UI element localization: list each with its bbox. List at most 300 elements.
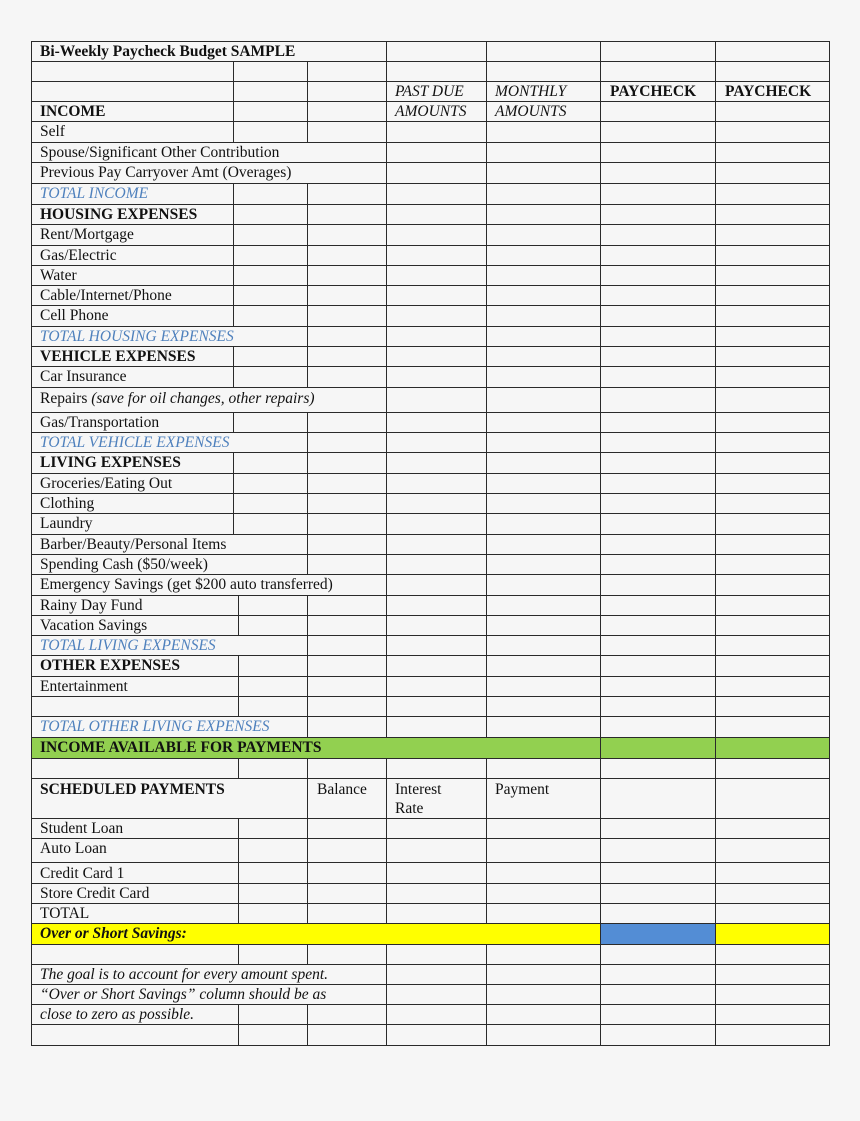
cell[interactable] <box>307 883 386 903</box>
cell[interactable] <box>486 245 600 265</box>
cell[interactable] <box>386 183 486 204</box>
cell[interactable] <box>600 838 715 862</box>
cell[interactable] <box>715 162 830 183</box>
cell[interactable] <box>600 964 715 984</box>
cell[interactable] <box>600 41 715 61</box>
cell[interactable] <box>233 81 307 101</box>
cell[interactable] <box>486 162 600 183</box>
cell[interactable] <box>238 676 307 696</box>
repairs-label: Repairs <box>40 390 88 407</box>
cell[interactable] <box>600 245 715 265</box>
cell[interactable] <box>715 101 830 121</box>
cell[interactable] <box>715 778 830 818</box>
cell[interactable] <box>486 554 600 574</box>
cell[interactable] <box>307 305 386 326</box>
other-heading-row <box>31 655 830 676</box>
cell[interactable] <box>715 326 830 346</box>
note-row <box>31 1004 830 1024</box>
cell[interactable] <box>600 554 715 574</box>
cell[interactable] <box>715 862 830 883</box>
cell[interactable] <box>600 224 715 245</box>
cell[interactable] <box>486 412 600 432</box>
cell[interactable] <box>600 883 715 903</box>
cell[interactable] <box>715 142 830 162</box>
table-row <box>31 615 830 635</box>
cell[interactable] <box>386 655 486 676</box>
table-row <box>31 121 830 142</box>
row-label: Spouse/Significant Other Contribution <box>31 142 386 162</box>
cell[interactable] <box>386 61 486 81</box>
cell[interactable] <box>386 326 486 346</box>
cell[interactable] <box>715 964 830 984</box>
cell[interactable] <box>307 676 386 696</box>
cell[interactable] <box>233 245 307 265</box>
table-row <box>31 574 830 595</box>
cell[interactable] <box>715 387 830 412</box>
cell[interactable] <box>386 41 486 61</box>
cell[interactable] <box>715 61 830 81</box>
header-interest-line2: Rate <box>395 800 424 817</box>
cell[interactable] <box>307 432 386 452</box>
cell[interactable] <box>238 903 307 923</box>
cell[interactable] <box>386 676 486 696</box>
row-label: Entertainment <box>31 676 238 696</box>
cell[interactable] <box>600 615 715 635</box>
cell[interactable] <box>307 346 386 366</box>
cell[interactable] <box>486 534 600 554</box>
cell[interactable] <box>600 944 715 964</box>
section-heading-living: LIVING EXPENSES <box>31 452 233 473</box>
cell[interactable] <box>486 452 600 473</box>
cell[interactable] <box>386 224 486 245</box>
cell[interactable] <box>715 818 830 838</box>
cell[interactable] <box>486 696 600 716</box>
cell[interactable] <box>233 285 307 305</box>
cell[interactable] <box>600 183 715 204</box>
cell[interactable] <box>238 1004 307 1024</box>
cell[interactable] <box>233 204 307 224</box>
cell[interactable] <box>386 574 486 595</box>
cell[interactable] <box>486 818 600 838</box>
total-row <box>31 432 830 452</box>
cell[interactable] <box>600 984 715 1004</box>
cell[interactable] <box>307 944 386 964</box>
cell[interactable] <box>31 61 233 81</box>
cell[interactable] <box>600 432 715 452</box>
cell[interactable] <box>715 41 830 61</box>
cell[interactable] <box>715 716 830 737</box>
cell[interactable] <box>600 696 715 716</box>
cell[interactable] <box>715 838 830 862</box>
cell[interactable] <box>600 534 715 554</box>
note-line-2: “Over or Short Savings” column should be as <box>31 984 386 1004</box>
cell[interactable] <box>307 655 386 676</box>
cell[interactable] <box>600 101 715 121</box>
cell[interactable] <box>233 473 307 493</box>
cell[interactable] <box>600 574 715 595</box>
cell[interactable] <box>600 635 715 655</box>
cell[interactable] <box>715 1024 830 1045</box>
cell[interactable] <box>486 574 600 595</box>
cell[interactable] <box>238 862 307 883</box>
cell[interactable] <box>238 758 307 778</box>
note-row <box>31 964 830 984</box>
cell[interactable] <box>486 41 600 61</box>
cell[interactable] <box>386 818 486 838</box>
table-row <box>31 387 830 412</box>
cell[interactable] <box>31 758 238 778</box>
cell[interactable] <box>486 1004 600 1024</box>
cell[interactable] <box>307 534 386 554</box>
table-row <box>31 224 830 245</box>
cell[interactable] <box>31 944 238 964</box>
cell[interactable] <box>307 818 386 838</box>
cell[interactable] <box>233 513 307 534</box>
cell[interactable] <box>307 452 386 473</box>
cell[interactable] <box>600 862 715 883</box>
cell[interactable] <box>600 366 715 387</box>
cell[interactable] <box>386 554 486 574</box>
cell[interactable] <box>715 346 830 366</box>
cell[interactable] <box>600 1004 715 1024</box>
row-label: Gas/Electric <box>31 245 233 265</box>
cell[interactable] <box>486 944 600 964</box>
row-label: Store Credit Card <box>31 883 238 903</box>
row-label: TOTAL <box>31 903 238 923</box>
cell[interactable] <box>238 655 307 676</box>
cell[interactable] <box>715 285 830 305</box>
cell[interactable] <box>600 285 715 305</box>
cell[interactable] <box>386 696 486 716</box>
cell[interactable] <box>715 758 830 778</box>
cell[interactable] <box>307 838 386 862</box>
cell[interactable] <box>386 265 486 285</box>
cell[interactable] <box>386 838 486 862</box>
cell[interactable] <box>486 676 600 696</box>
section-heading-other: OTHER EXPENSES <box>31 655 238 676</box>
cell[interactable] <box>486 838 600 862</box>
cell[interactable] <box>486 883 600 903</box>
cell[interactable] <box>715 635 830 655</box>
cell[interactable] <box>486 121 600 142</box>
cell[interactable] <box>715 121 830 142</box>
cell[interactable] <box>715 412 830 432</box>
cell[interactable] <box>307 1004 386 1024</box>
cell[interactable] <box>715 903 830 923</box>
cell[interactable] <box>715 615 830 635</box>
cell[interactable] <box>486 615 600 635</box>
cell[interactable] <box>486 862 600 883</box>
cell[interactable] <box>386 758 486 778</box>
cell[interactable] <box>386 716 486 737</box>
cell[interactable] <box>486 903 600 923</box>
cell[interactable] <box>238 944 307 964</box>
cell[interactable] <box>486 1024 600 1045</box>
cell[interactable] <box>307 716 386 737</box>
cell[interactable] <box>715 265 830 285</box>
over-short-row <box>31 923 830 944</box>
cell[interactable] <box>715 574 830 595</box>
cell[interactable] <box>307 758 386 778</box>
over-short-paycheck-2[interactable] <box>715 923 830 944</box>
cell[interactable] <box>600 716 715 737</box>
cell[interactable] <box>600 513 715 534</box>
cell[interactable] <box>715 204 830 224</box>
table-row <box>31 883 830 903</box>
cell[interactable] <box>307 366 386 387</box>
cell[interactable] <box>486 387 600 412</box>
cell[interactable] <box>486 305 600 326</box>
row-label: Cell Phone <box>31 305 233 326</box>
cell[interactable] <box>307 903 386 923</box>
cell[interactable] <box>386 121 486 142</box>
cell[interactable] <box>715 883 830 903</box>
cell[interactable] <box>238 696 307 716</box>
cell[interactable] <box>238 615 307 635</box>
cell[interactable] <box>307 862 386 883</box>
cell[interactable] <box>486 513 600 534</box>
total-label: TOTAL LIVING EXPENSES <box>31 635 307 655</box>
cell[interactable] <box>386 452 486 473</box>
cell[interactable] <box>715 984 830 1004</box>
cell[interactable] <box>486 758 600 778</box>
cell[interactable] <box>233 412 307 432</box>
cell[interactable] <box>386 883 486 903</box>
cell[interactable] <box>486 265 600 285</box>
cell[interactable] <box>386 204 486 224</box>
cell[interactable] <box>715 183 830 204</box>
row-label: Auto Loan <box>31 838 238 862</box>
cell[interactable] <box>486 964 600 984</box>
table-row <box>31 162 830 183</box>
cell[interactable] <box>600 346 715 366</box>
cell[interactable] <box>600 778 715 818</box>
cell[interactable] <box>486 224 600 245</box>
cell[interactable] <box>386 142 486 162</box>
cell[interactable] <box>386 412 486 432</box>
cell[interactable] <box>386 1024 486 1045</box>
cell[interactable] <box>386 346 486 366</box>
cell[interactable] <box>233 265 307 285</box>
cell[interactable] <box>486 285 600 305</box>
cell[interactable] <box>307 245 386 265</box>
cell[interactable] <box>233 183 307 204</box>
cell[interactable] <box>307 595 386 615</box>
cell[interactable] <box>715 655 830 676</box>
cell[interactable] <box>486 716 600 737</box>
cell[interactable] <box>386 285 486 305</box>
cell[interactable] <box>233 61 307 81</box>
cell[interactable] <box>238 883 307 903</box>
cell[interactable] <box>486 346 600 366</box>
cell[interactable] <box>486 366 600 387</box>
cell[interactable] <box>600 142 715 162</box>
cell[interactable] <box>486 61 600 81</box>
note-line-1: The goal is to account for every amount spent. <box>31 964 386 984</box>
cell[interactable] <box>307 285 386 305</box>
cell[interactable] <box>386 903 486 923</box>
cell[interactable] <box>386 595 486 615</box>
cell[interactable] <box>486 984 600 1004</box>
cell[interactable] <box>715 473 830 493</box>
cell[interactable] <box>600 595 715 615</box>
cell[interactable] <box>486 183 600 204</box>
cell[interactable] <box>600 818 715 838</box>
cell[interactable] <box>386 162 486 183</box>
cell[interactable] <box>600 162 715 183</box>
table-row <box>31 473 830 493</box>
cell[interactable] <box>600 204 715 224</box>
cell[interactable] <box>715 554 830 574</box>
section-heading-vehicle: VEHICLE EXPENSES <box>31 346 233 366</box>
cell[interactable] <box>486 326 600 346</box>
cell[interactable] <box>715 944 830 964</box>
cell[interactable] <box>715 493 830 513</box>
cell[interactable] <box>386 534 486 554</box>
cell[interactable] <box>715 432 830 452</box>
cell[interactable] <box>233 493 307 513</box>
cell[interactable] <box>386 432 486 452</box>
cell[interactable] <box>486 655 600 676</box>
cell[interactable] <box>233 121 307 142</box>
income-heading-row <box>31 101 830 121</box>
row-label: Credit Card 1 <box>31 862 238 883</box>
cell[interactable] <box>238 838 307 862</box>
cell[interactable] <box>600 493 715 513</box>
cell[interactable] <box>386 245 486 265</box>
cell[interactable] <box>600 473 715 493</box>
cell[interactable] <box>307 121 386 142</box>
cell[interactable] <box>600 655 715 676</box>
cell[interactable] <box>307 513 386 534</box>
cell[interactable] <box>307 81 386 101</box>
cell[interactable] <box>307 696 386 716</box>
cell[interactable] <box>307 1024 386 1045</box>
cell[interactable] <box>600 903 715 923</box>
cell[interactable] <box>600 676 715 696</box>
cell[interactable] <box>233 305 307 326</box>
cell[interactable] <box>715 513 830 534</box>
cell[interactable] <box>715 595 830 615</box>
cell[interactable] <box>307 473 386 493</box>
cell[interactable] <box>307 326 386 346</box>
cell[interactable] <box>386 513 486 534</box>
cell[interactable] <box>486 493 600 513</box>
cell[interactable] <box>600 387 715 412</box>
cell[interactable] <box>715 305 830 326</box>
cell[interactable] <box>486 204 600 224</box>
cell[interactable] <box>600 265 715 285</box>
header-monthly-line2: AMOUNTS <box>486 101 600 121</box>
cell[interactable] <box>31 1024 238 1045</box>
cell[interactable] <box>233 366 307 387</box>
over-short-paycheck-1[interactable] <box>600 923 715 944</box>
cell[interactable] <box>600 758 715 778</box>
cell[interactable] <box>600 326 715 346</box>
cell[interactable] <box>307 554 386 574</box>
cell[interactable] <box>486 595 600 615</box>
table-row <box>31 838 830 862</box>
cell[interactable] <box>486 473 600 493</box>
table-row <box>31 554 830 574</box>
cell[interactable] <box>715 676 830 696</box>
cell[interactable] <box>31 81 233 101</box>
header-past-due: PAST DUE <box>386 81 486 101</box>
cell[interactable] <box>386 635 486 655</box>
cell[interactable] <box>307 183 386 204</box>
cell[interactable] <box>715 696 830 716</box>
cell[interactable] <box>715 245 830 265</box>
living-heading-row <box>31 452 830 473</box>
cell[interactable] <box>600 412 715 432</box>
cell[interactable] <box>233 346 307 366</box>
row-label: Car Insurance <box>31 366 233 387</box>
table-row <box>31 305 830 326</box>
income-available-row <box>31 737 830 758</box>
cell[interactable] <box>386 964 486 984</box>
cell[interactable] <box>386 615 486 635</box>
cell[interactable] <box>715 224 830 245</box>
cell[interactable] <box>386 305 486 326</box>
cell[interactable] <box>715 737 830 758</box>
cell[interactable] <box>715 534 830 554</box>
cell[interactable] <box>600 121 715 142</box>
cell[interactable] <box>386 366 486 387</box>
cell[interactable] <box>486 142 600 162</box>
cell[interactable] <box>238 818 307 838</box>
cell[interactable] <box>238 595 307 615</box>
cell[interactable] <box>386 862 486 883</box>
cell[interactable] <box>233 224 307 245</box>
row-label: Cable/Internet/Phone <box>31 285 233 305</box>
table-row <box>31 412 830 432</box>
cell[interactable] <box>307 493 386 513</box>
cell[interactable] <box>600 452 715 473</box>
cell[interactable] <box>238 1024 307 1045</box>
cell[interactable] <box>307 204 386 224</box>
cell[interactable] <box>600 737 715 758</box>
cell[interactable] <box>715 366 830 387</box>
cell[interactable] <box>307 615 386 635</box>
cell[interactable] <box>307 265 386 285</box>
cell[interactable] <box>233 101 307 121</box>
row-label[interactable] <box>31 696 238 716</box>
cell[interactable] <box>600 305 715 326</box>
cell[interactable] <box>307 412 386 432</box>
cell[interactable] <box>386 387 486 412</box>
cell[interactable] <box>307 224 386 245</box>
cell[interactable] <box>307 61 386 81</box>
cell[interactable] <box>386 944 486 964</box>
cell[interactable] <box>386 493 486 513</box>
total-label: TOTAL VEHICLE EXPENSES <box>31 432 307 452</box>
cell[interactable] <box>386 1004 486 1024</box>
total-row <box>31 716 830 737</box>
cell[interactable] <box>715 1004 830 1024</box>
cell[interactable] <box>233 452 307 473</box>
document-title: Bi-Weekly Paycheck Budget SAMPLE <box>31 41 386 61</box>
cell[interactable] <box>307 635 386 655</box>
cell[interactable] <box>307 101 386 121</box>
cell[interactable] <box>600 61 715 81</box>
cell[interactable] <box>600 1024 715 1045</box>
total-row <box>31 635 830 655</box>
cell[interactable] <box>386 473 486 493</box>
cell[interactable] <box>715 452 830 473</box>
cell[interactable] <box>486 432 600 452</box>
cell[interactable] <box>486 635 600 655</box>
cell[interactable] <box>386 984 486 1004</box>
